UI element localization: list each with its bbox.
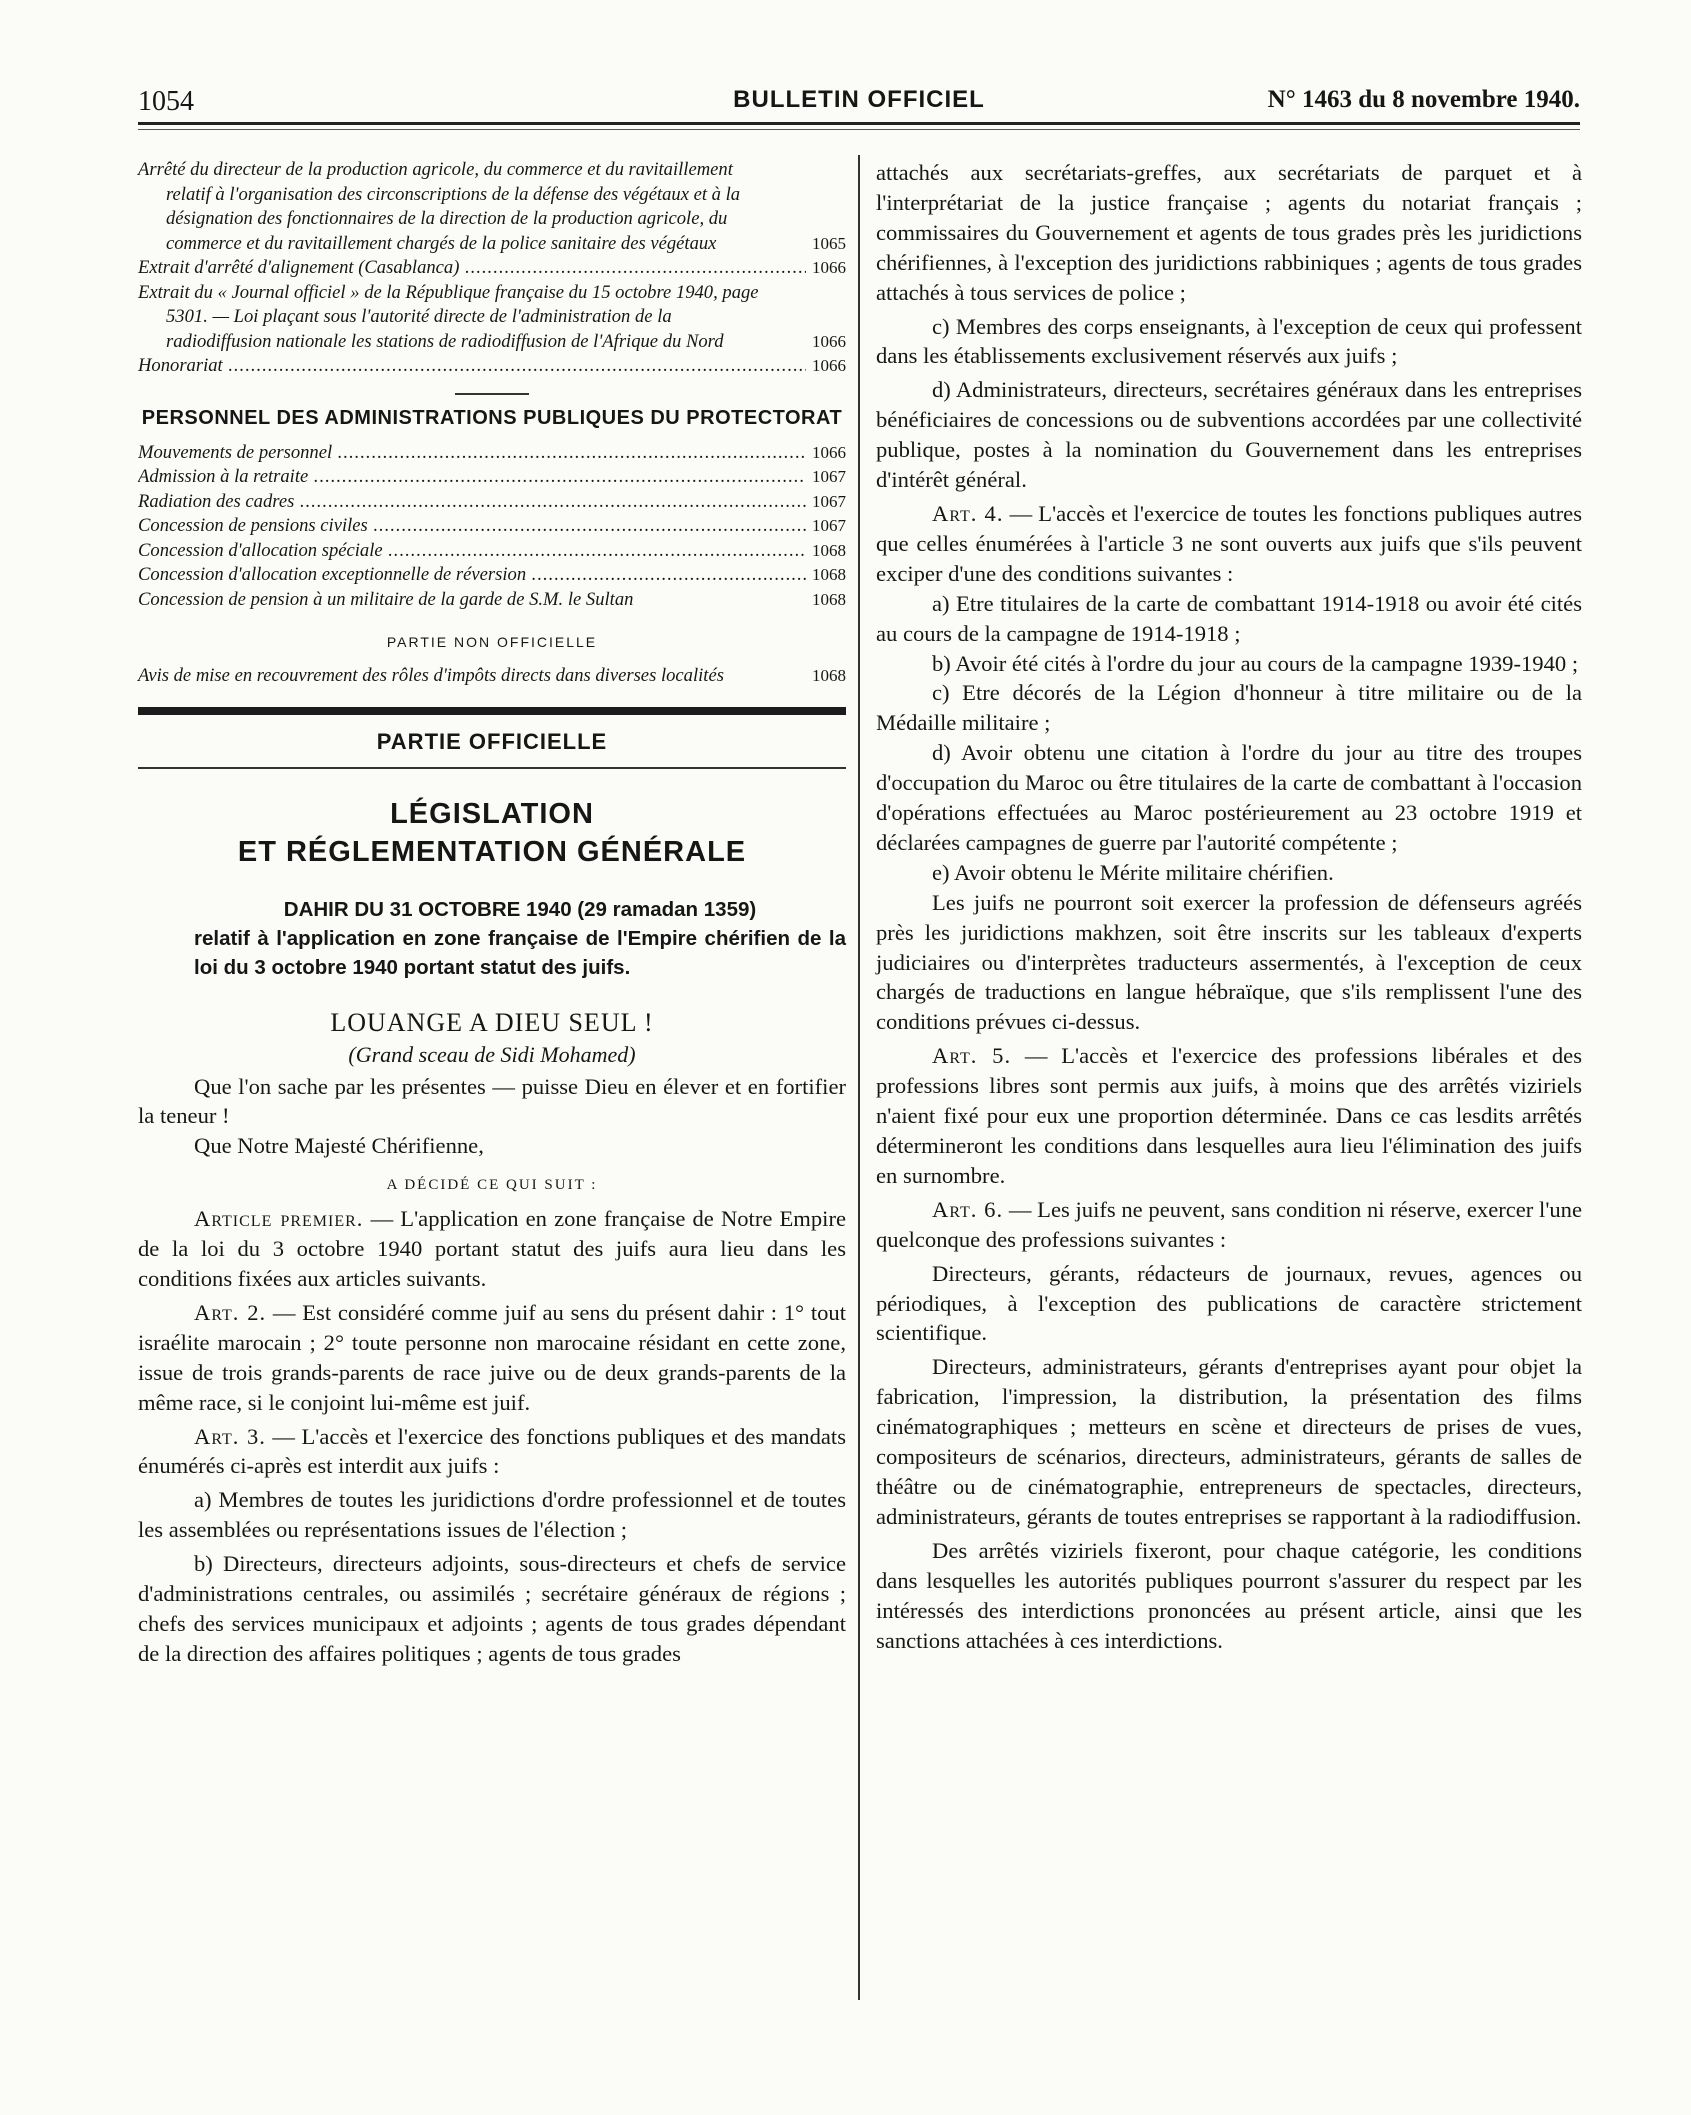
- toc-entry-text: Admission à la retraite .....: [138, 466, 846, 487]
- toc-entry-page: 1065: [812, 233, 846, 253]
- toc-entry-text: Avis de mise en recouvrement des rôles d'impôts directs dans diverses localités: [138, 665, 724, 686]
- article-label: Art. 4.: [932, 500, 1004, 526]
- dahir-title-rest: relatif à l'application en zone française de l'Empire chérifien de la loi du 3 octobre 1940 portant statut des juifs.: [194, 926, 846, 979]
- section-thick-rule: [138, 707, 846, 715]
- page-number: 1054: [138, 86, 194, 117]
- article-text: — L'accès et l'exercice de toutes les fonctions publiques autres que celles énumérées à l'article 3 ne sont ouverts aux juifs que s'ils peuvent exciper d'une des conditions suivantes :: [876, 500, 1582, 586]
- toc-personnel: [138, 441, 846, 613]
- article-text: — Les juifs ne peuvent, sans condition ni réserve, exercer l'une quelconque des professions suivantes :: [876, 1196, 1583, 1252]
- article-4-item-c: c) Etre décorés de la Légion d'honneur à titre militaire ou de la Médaille militaire ;: [876, 680, 1582, 736]
- column-divider: [858, 155, 860, 2000]
- toc-entry-page: 1066: [806, 354, 846, 379]
- article-4: [876, 499, 1582, 589]
- toc-entry: [138, 563, 846, 588]
- toc-entry-text: Arrêté du directeur de la production agricole, du commerce et du ravitaillement relatif à l'organisation des circonscriptions de la défense des végétaux et à la désignation des fonctionnaires de la direction de la production agricole, du commerce et du ravitaillement chargés de la police sanitaire des végétaux: [138, 159, 741, 254]
- article-6-paragraph: Directeurs, administrateurs, gérants d'entreprises ayant pour objet la fabrication, l'impression, la distribution, la présentation des films cinématographiques ; metteurs en scène et directeurs de prises de vues, compositeurs de scénarios, directeurs, administrateurs, gérants de salles de théâtre ou de cinématographie, entrepreneurs de spectacles, directeurs, administrateurs, gérants de toutes entreprises se rapportant à la radiodiffusion.: [876, 1354, 1582, 1529]
- toc-entry: [138, 465, 846, 490]
- toc-entry-text: Radiation des cadres .....: [138, 491, 846, 512]
- personnel-heading: PERSONNEL DES ADMINISTRATIONS PUBLIQUES DU PROTECTORAT: [141, 406, 843, 429]
- grand-sceau: (Grand sceau de Sidi Mohamed): [348, 1041, 636, 1067]
- article-4-item-a: a) Etre titulaires de la carte de combattant 1914-1918 ou avoir été cités au cours de la campagne de 1914-1918 ;: [876, 590, 1582, 646]
- article-3-item-d: d) Administrateurs, directeurs, secrétaires généraux dans les entreprises bénéficiaires de concessions ou de subventions accordées par une collectivité publique, postes à la nomination du Gouvernement dans les entreprises d'intérêt général.: [876, 377, 1582, 493]
- toc-entry-page: 1068: [806, 539, 846, 564]
- toc-entry: [138, 158, 846, 256]
- article-3-item-b-continued: attachés aux secrétariats-greffes, aux secrétariats de parquet et à l'interprétariat de la justice française ; agents du notariat français ; commissaires du Gouvernement et agents de tous grades près les juridictions chérifiennes, à l'exception des juridictions rabbiniques ; agents de tous grades attachés à tous services de police ;: [876, 160, 1582, 305]
- article-3-item-c: c) Membres des corps enseignants, à l'exception de ceux qui professent dans les établissements exclusivement réservés aux juifs ;: [876, 313, 1582, 369]
- toc-entry: [138, 441, 846, 466]
- article-3-item-b: b) Directeurs, directeurs adjoints, sous-directeurs et chefs de service d'administrations centrales, ou assimilés ; secrétaire généraux de régions ; chefs des services municipaux et adjoints ; agents de tous grades dépendant de la direction des affaires politiques ; agents de tous grades: [138, 1551, 846, 1666]
- article-label: Art. 2.: [194, 1299, 267, 1325]
- article-1: [138, 1204, 846, 1294]
- toc-entry: [138, 490, 846, 515]
- toc-entry-text: Extrait du « Journal officiel » de la République française du 15 octobre 1940, page 5301. — Loi plaçant sous l'autorité directe de l'administration de la radiodiffusion nationale les stations de radiodiffusion de l'Afrique du Nord: [138, 281, 759, 352]
- article-6-paragraph: Directeurs, gérants, rédacteurs de journaux, revues, agences ou périodiques, à l'exception des publications de caractère strictement scientifique.: [876, 1260, 1582, 1346]
- non-officielle-heading: PARTIE NON OFFICIELLE: [386, 634, 598, 650]
- article-4-tail: Les juifs ne pourront soit exercer la profession de défenseurs agréés près les juridictions makhzen, soit être inscrits sur les tableaux d'experts judiciaires ou d'interprètes traducteurs assermentés, à l'exception de ceux chargés de traductions en langue hébraïque, que s'ils remplissent l'une des conditions prévues ci-dessus.: [876, 889, 1582, 1035]
- toc-entry-page: 1066: [806, 256, 846, 281]
- intro-paragraph: Que l'on sache par les présentes — puisse Dieu en élever et en fortifier la teneur !: [138, 1073, 846, 1129]
- page-header: [138, 80, 1580, 120]
- intro-paragraph: Que Notre Majesté Chérifienne,: [194, 1133, 484, 1159]
- article-text: — Est considéré comme juif au sens du présent dahir : 1° tout israélite marocain ; 2° toute personne non marocaine résidant en cette zone, issue de trois grands-parents de race juive ou de deux grands-parents de la même race, si le conjoint lui-même est juif.: [138, 1299, 846, 1415]
- dahir-title: [138, 895, 846, 982]
- toc-entry-page: 1067: [806, 465, 846, 490]
- toc-entry: [138, 539, 846, 564]
- section-rule: [455, 393, 529, 395]
- dahir-title-first-line: DAHIR DU 31 OCTOBRE 1940 (29 ramadan 1359): [283, 897, 757, 921]
- article-6: [876, 1195, 1582, 1255]
- toc-entry-page: 1066: [806, 441, 846, 466]
- louange-heading: LOUANGE A DIEU SEUL !: [330, 1007, 654, 1037]
- article-6-paragraph: Des arrêtés viziriels fixeront, pour chaque catégorie, les conditions dans lesquelles les autorités publiques pourront s'assurer du respect par les intéressés des interdictions prononcées au présent article, ainsi que les sanctions attachées à ces interdictions.: [876, 1537, 1582, 1653]
- toc-entry-page: 1066: [812, 331, 846, 351]
- toc-entry-text: Concession d'allocation exceptionnelle de réversion .....: [138, 564, 846, 585]
- toc-entry-text: Concession d'allocation spéciale .....: [138, 540, 846, 561]
- toc-entry-text: Concession de pension à un militaire de la garde de S.M. le Sultan: [138, 588, 634, 610]
- article-5: [876, 1041, 1582, 1191]
- article-3-item-a: a) Membres de toutes les juridictions d'ordre professionnel et de toutes les assemblées ou représentations issues de l'élection ;: [138, 1487, 846, 1543]
- article-4-item-b: b) Avoir été cités à l'ordre du jour au cours de la campagne 1939-1940 ;: [932, 650, 1579, 676]
- article-label: Art. 3.: [194, 1423, 266, 1449]
- toc-entry-text: Extrait d'arrêté d'alignement (Casablanca) .....: [138, 257, 846, 278]
- article-label: Article premier.: [194, 1206, 364, 1232]
- article-4-item-e: e) Avoir obtenu le Mérite militaire chérifien.: [932, 859, 1334, 885]
- toc-entry-text: Mouvements de personnel .....: [138, 442, 846, 463]
- article-3: [138, 1422, 846, 1482]
- issue-number: N° 1463 du 8 novembre 1940.: [1267, 86, 1580, 113]
- section-thin-rule: [138, 767, 846, 769]
- article-text: — L'accès et l'exercice des professions libérales et des professions libres sont permis aux juifs, à moins que des arrêtés viziriels n'aient fixé pour eux une proportion déterminée. Dans ce cas lesdits arrêtés détermineront les conditions dans lesquelles aura lieu l'élimination des juifs en surnombre.: [876, 1043, 1583, 1188]
- article-label: Art. 5.: [932, 1043, 1012, 1069]
- legislation-heading: [138, 795, 846, 871]
- article-4-item-d: d) Avoir obtenu une citation à l'ordre du jour au titre des troupes d'occupation du Maroc ou être titulaires de la carte de combattant à l'occasion d'opérations effectuées au Maroc postérieurement au 23 octobre 1919 et déclarées campagnes de guerre par l'autorité compétente ;: [876, 740, 1582, 855]
- legislation-line-2: ET RÉGLEMENTATION GÉNÉRALE: [237, 835, 747, 868]
- decide-heading: A DÉCIDÉ CE QUI SUIT :: [386, 1177, 598, 1194]
- right-column: [876, 158, 1582, 1655]
- toc-entry-page: 1068: [806, 563, 846, 588]
- toc-entry: [138, 588, 846, 613]
- article-text: — L'application en zone française de Notre Empire de la loi du 3 octobre 1940 portant statut des juifs aura lieu dans les conditions fixées aux articles suivants.: [138, 1206, 846, 1292]
- toc-entry-page: 1067: [806, 490, 846, 515]
- legislation-line-1: LÉGISLATION: [390, 797, 594, 830]
- toc-entry: [138, 354, 846, 379]
- article-2: [138, 1298, 846, 1418]
- toc-entry-page: 1067: [806, 514, 846, 539]
- toc-entry: [138, 256, 846, 281]
- toc-entry-text: Concession de pensions civiles .....: [138, 515, 846, 536]
- toc-entry: [138, 281, 846, 355]
- partie-officielle-heading: PARTIE OFFICIELLE: [376, 728, 608, 754]
- bulletin-title: BULLETIN OFFICIEL: [733, 86, 985, 113]
- toc-entry-page: 1068: [812, 589, 846, 609]
- toc-entry-text: Honorariat .....: [138, 355, 846, 376]
- toc-top: [138, 158, 846, 379]
- header-rule: [138, 122, 1580, 130]
- toc-entry: [138, 664, 846, 689]
- article-text: — L'accès et l'exercice des fonctions publiques et des mandats énumérés ci-après est interdit aux juifs :: [138, 1423, 847, 1479]
- left-column: [138, 158, 846, 1669]
- toc-entry: [138, 514, 846, 539]
- article-label: Art. 6.: [932, 1196, 1004, 1222]
- toc-entry-page: 1068: [812, 666, 846, 685]
